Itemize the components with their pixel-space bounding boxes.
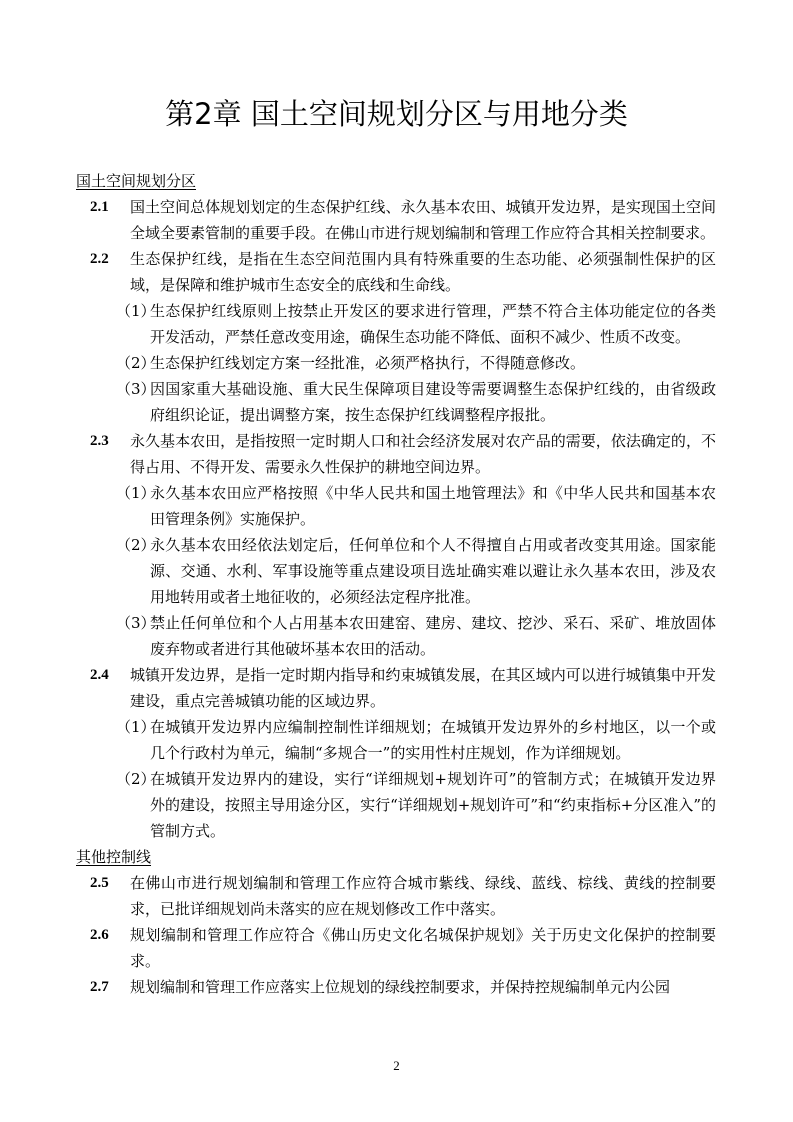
clause-text: 规划编制和管理工作应落实上位规划的绿线控制要求，并保持控规编制单元内公园	[130, 978, 671, 996]
clause-text: 在佛山市进行规划编制和管理工作应符合城市紫线、绿线、蓝线、棕线、黄线的控制要求，已批详细规划尚未落实的应在规划修改工作中落实。	[130, 874, 716, 918]
section-heading-row	[76, 168, 716, 194]
sub-item	[76, 376, 716, 428]
sub-item-text: 生态保护红线划定方案一经批准，必须严格执行，不得随意修改。	[150, 354, 586, 372]
clause-number: 2.1	[90, 199, 109, 215]
clause-2-6	[76, 922, 716, 974]
sub-item	[76, 766, 716, 844]
clause-text: 规划编制和管理工作应符合《佛山历史文化名城保护规划》关于历史文化保护的控制要求。	[130, 926, 716, 970]
sub-item-text: 因国家重大基础设施、重大民生保障项目建设等需要调整生态保护红线的，由省级政府组织论证，提出调整方案，按生态保护红线调整程序报批。	[150, 380, 716, 424]
document-body	[76, 168, 716, 1000]
clause-text: 城镇开发边界，是指一定时期内指导和约束城镇发展，在其区域内可以进行城镇集中开发建设，重点完善城镇功能的区域边界。	[130, 666, 716, 710]
sub-item-text: 永久基本农田应严格按照《中华人民共和国土地管理法》和《中华人民共和国基本农田管理条例》实施保护。	[150, 484, 716, 528]
sub-item	[76, 610, 716, 662]
sub-item-number: （3）	[116, 380, 156, 398]
clause-number: 2.4	[90, 667, 109, 683]
sub-item	[76, 714, 716, 766]
sub-item-text: 禁止任何单位和个人占用基本农田建窑、建房、建坟、挖沙、采石、采矿、堆放固体废弃物或者进行其他破坏基本农田的活动。	[150, 614, 716, 658]
sub-item-number: （2）	[116, 354, 156, 372]
clause-text: 国土空间总体规划划定的生态保护红线、永久基本农田、城镇开发边界，是实现国土空间全域全要素管制的重要手段。在佛山市进行规划编制和管理工作应符合其相关控制要求。	[130, 198, 716, 242]
sub-item	[76, 298, 716, 350]
clause-2-1	[76, 194, 716, 246]
clause-number: 2.2	[90, 251, 109, 267]
sub-item-text: 在城镇开发边界内的建设，实行“详细规划+规划许可”的管制方式；在城镇开发边界外的建设，按照主导用途分区，实行“详细规划+规划许可”和“约束指标+分区准入”的管制方式。	[150, 770, 716, 840]
section-heading: 其他控制线	[76, 848, 152, 866]
clause-2-5	[76, 870, 716, 922]
page-number: 2	[393, 1058, 400, 1073]
sub-item-number: （1）	[116, 484, 156, 502]
sub-item-text: 永久基本农田经依法划定后，任何单位和个人不得擅自占用或者改变其用途。国家能源、交通、水利、军事设施等重点建设项目选址确实难以避让永久基本农田，涉及农用地转用或者土地征收的，必须经法定程序批准。	[150, 536, 716, 606]
clause-number: 2.6	[90, 927, 109, 943]
clause-2-7	[76, 974, 716, 1000]
sub-item-number: （3）	[116, 614, 156, 632]
clause-number: 2.3	[90, 433, 109, 449]
sub-item-text: 生态保护红线原则上按禁止开发区的要求进行管理，严禁不符合主体功能定位的各类开发活动，严禁任意改变用途，确保生态功能不降低、面积不减少、性质不改变。	[150, 302, 716, 346]
sub-item-text: 在城镇开发边界内应编制控制性详细规划；在城镇开发边界外的乡村地区，以一个或几个行政村为单元，编制“多规合一”的实用性村庄规划，作为详细规划。	[150, 718, 716, 762]
section-heading: 国土空间规划分区	[76, 172, 197, 190]
chapter-title: 第2章 国土空间规划分区与用地分类	[165, 97, 628, 131]
clause-2-2	[76, 246, 716, 298]
clause-2-4	[76, 662, 716, 714]
sub-item-number: （1）	[116, 302, 156, 320]
sub-item-number: （2）	[116, 770, 156, 788]
clause-number: 2.7	[90, 979, 109, 995]
clause-2-3	[76, 428, 716, 480]
section-heading-row	[76, 844, 716, 870]
sub-item-number: （1）	[116, 718, 156, 736]
clause-text: 生态保护红线，是指在生态空间范围内具有特殊重要的生态功能、必须强制性保护的区域，是保障和维护城市生态安全的底线和生命线。	[130, 250, 716, 294]
clause-number: 2.5	[90, 875, 109, 891]
clause-text: 永久基本农田，是指按照一定时期人口和社会经济发展对农产品的需要，依法确定的，不得占用、不得开发、需要永久性保护的耕地空间边界。	[130, 432, 716, 476]
sub-item-number: （2）	[116, 536, 156, 554]
sub-item	[76, 480, 716, 532]
sub-item	[76, 532, 716, 610]
sub-item	[76, 350, 716, 376]
